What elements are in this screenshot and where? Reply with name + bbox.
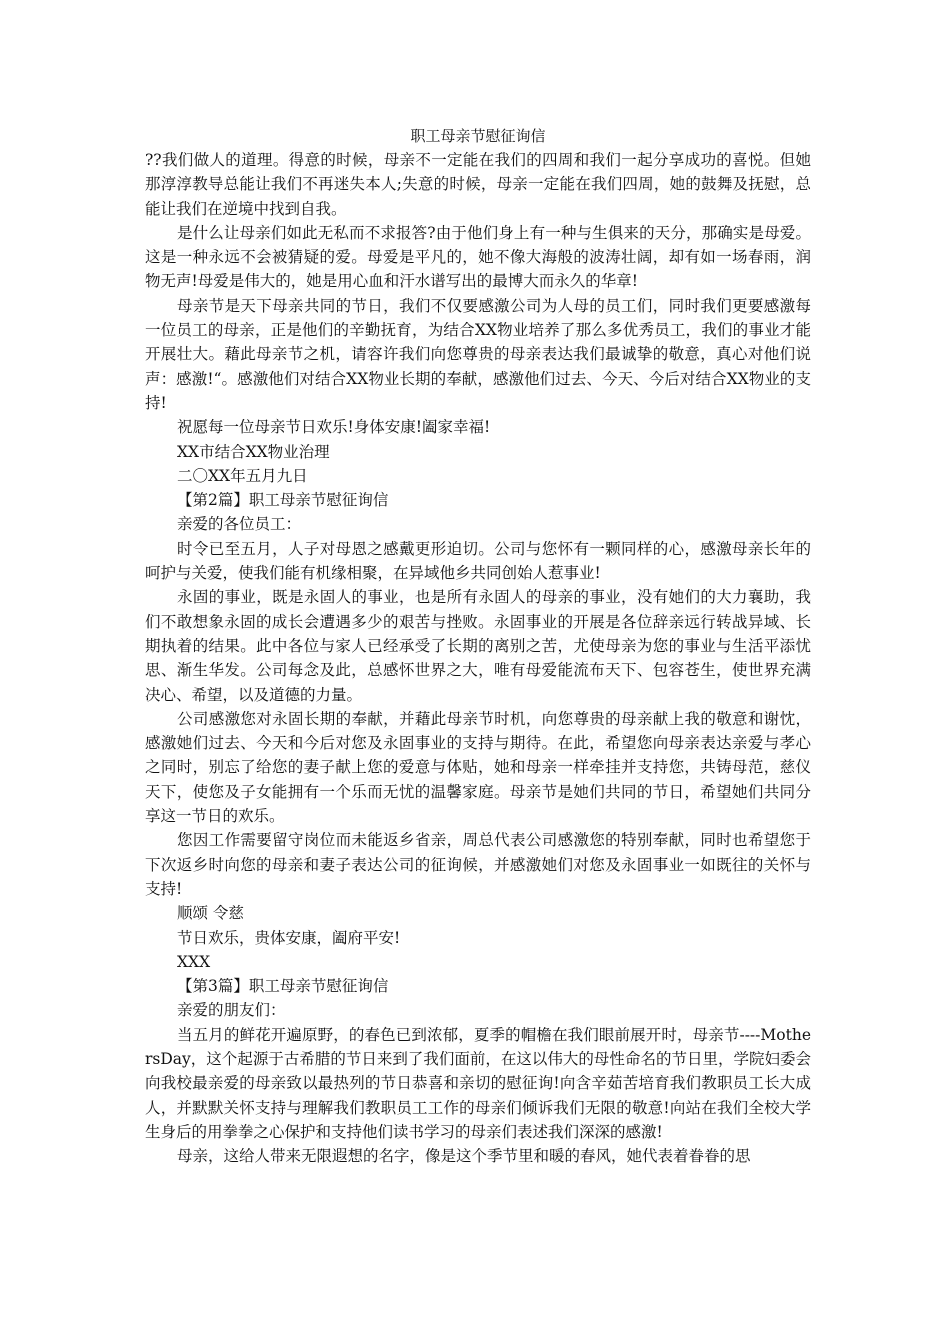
paragraph: 母亲节是天下母亲共同的节日，我们不仅要感激公司为人母的员工们，同时我们更要感激每一位员工的母亲，正是他们的辛勤抚育，为结合XX物业培养了那么多优秀员工，我们的事业才能开展壮大。藉此母亲节之机，请容许我们向您尊贵的母亲表达我们最诚挚的敬意，真心对他们说声：感激!“。感激他们对结合XX物业长期的奉献，感激他们过去、今天、今后对结合XX物业的支持!: [145, 296, 811, 412]
paragraph: 顺颂 令慈: [177, 904, 244, 923]
paragraph: 二〇XX年五月九日: [177, 466, 308, 485]
paragraph: XX市结合XX物业治理: [177, 442, 330, 461]
paragraph: 公司感激您对永固长期的奉献，并藉此母亲节时机，向您尊贵的母亲献上我的敬意和谢忱，感激她们过去、今天和今后对您及永固事业的支持与期待。在此，希望您向母亲表达亲爱与孝心之同时，别忘了给您的妻子献上您的爱意与体贴，她和母亲一样牵挂并支持您，共铸母范，慈仪天下，使您及子女能拥有一个乐而无忧的温馨家庭。母亲节是她们共同的节日，希望她们共同分享这一节日的欢乐。: [145, 709, 811, 826]
paragraph: XXX: [177, 952, 211, 971]
paragraph: 当五月的鲜花开遍原野，的春色已到浓郁，夏季的帽檐在我们眼前展开时，母亲节----MothersDay，这个起源于古希腊的节日来到了我们面前，在这以伟大的母性命名的节日里，学院妇委会向我校最亲爱的母亲致以最热列的节日恭喜和亲切的慰征询!向含辛茹苦培育我们教职员工长大成人，并默默关怀支持与理解我们教职员工工作的母亲们倾诉我们无限的敬意!向站在我们全校大学生身后的用拳拳之心保护和支持他们读书学习的母亲们表述我们深深的感激!: [145, 1025, 811, 1141]
document-body: [145, 148, 811, 1168]
paragraph: 祝愿每一位母亲节日欢乐!身体安康!阖家幸福!: [177, 418, 491, 437]
paragraph: 您因工作需要留守岗位而未能返乡省亲，周总代表公司感激您的特别奉献，同时也希望您于下次返乡时向您的母亲和妻子表达公司的征询候，并感激她们对您及永固事业一如既往的关怀与支持!: [145, 831, 811, 898]
paragraph: 【第2篇】职工母亲节慰征询信: [177, 491, 389, 510]
paragraph: 永固的事业，既是永固人的事业，也是所有永固人的母亲的事业，没有她们的大力襄助，我们不敢想象永固的成长会遭遇多少的艰苦与挫败。永固事业的开展是各位辞亲远行转战异域、长期执着的结果。此中各位与家人已经承受了长期的离别之苦，尤使母亲为您的事业与生活平添忧思、渐生华发。公司每念及此，总感怀世界之大，唯有母爱能流布天下、包容苍生，使世界充满决心、希望，以及道德的力量。: [145, 588, 811, 704]
paragraph: 亲爱的朋友们：: [177, 1001, 286, 1020]
document-page: [145, 124, 811, 1168]
paragraph: 时令已至五月，人子对母恩之感戴更形迫切。公司与您怀有一颗同样的心，感激母亲长年的呵护与关爱，使我们能有机缘相聚，在异域他乡共同创始人惹事业!: [145, 539, 811, 583]
paragraph: 节日欢乐，贵体安康，阖府平安!: [177, 928, 401, 947]
document-title: 职工母亲节慰征询信: [410, 127, 546, 145]
paragraph: 亲爱的各位员工：: [177, 515, 302, 534]
paragraph: 母亲，这给人带来无限遐想的名字，像是这个季节里和暖的春风，她代表着眷眷的思: [177, 1147, 751, 1166]
paragraph: 是什么让母亲们如此无私而不求报答?由于他们身上有一种与生俱来的天分，那确实是母爱。这是一种永远不会被猜疑的爱。母爱是平凡的，她不像大海般的波涛壮阔，却有如一场春雨，润物无声!母爱是伟大的，她是用心血和汗水谱写出的最博大而永久的华章!: [145, 223, 811, 291]
paragraph: 【第3篇】职工母亲节慰征询信: [177, 977, 389, 996]
paragraph: ??我们做人的道理。得意的时候，母亲不一定能在我们的四周和我们一起分享成功的喜悦。但她那淳淳教导总能让我们不再迷失本人;失意的时候，母亲一定能在我们四周，她的鼓舞及抚慰，总能让我们在逆境中找到自我。: [145, 151, 811, 218]
